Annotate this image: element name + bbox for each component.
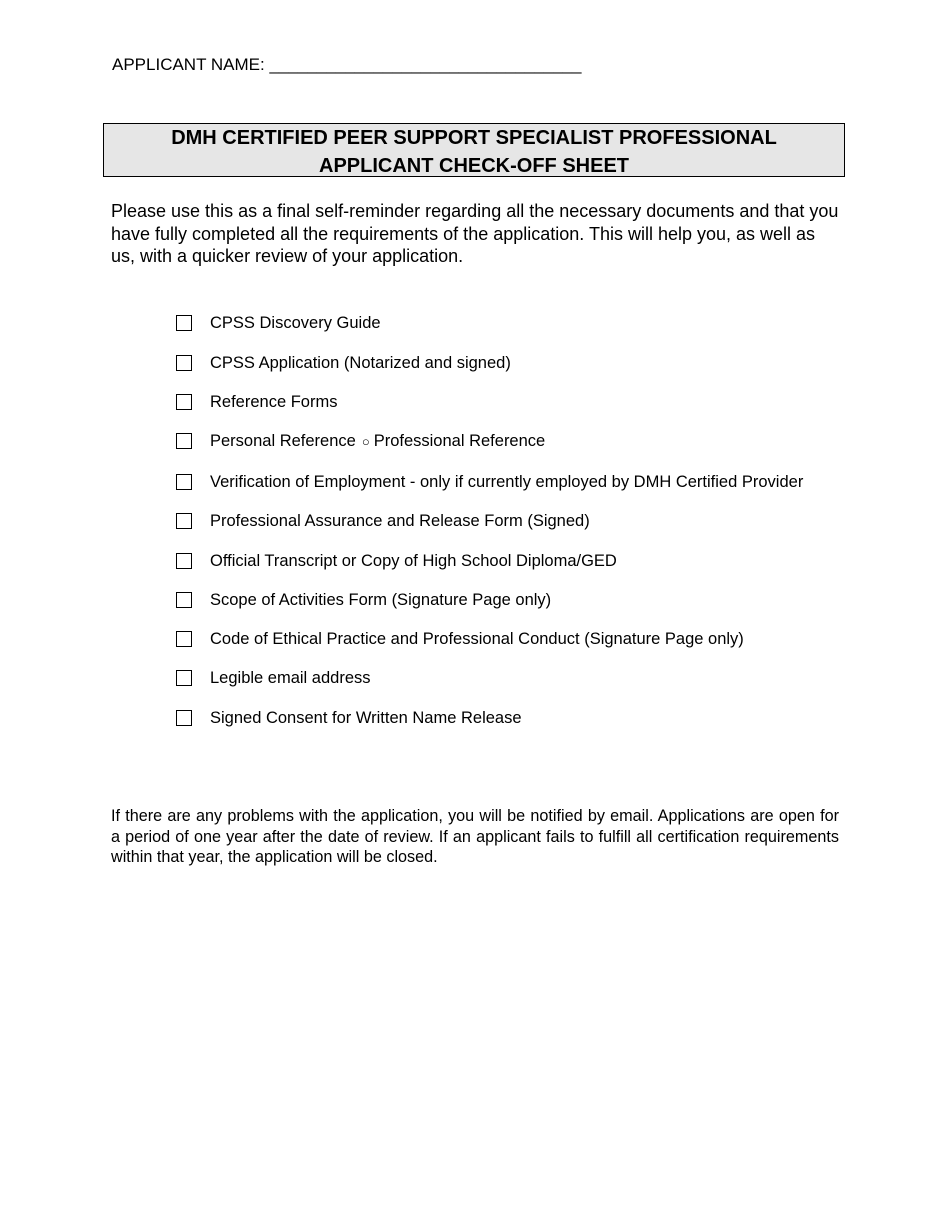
footer-note: If there are any problems with the application, you will be notified by email. Applications are open for a period of one year after the date of review. If an applicant fails to fulfill all certification requirements within that year, the application will be closed.	[111, 807, 839, 866]
checkbox[interactable]	[176, 553, 192, 569]
checklist-item-label: CPSS Application (Notarized and signed)	[210, 354, 511, 372]
checklist-item-label: Signed Consent for Written Name Release	[210, 709, 522, 727]
checkbox[interactable]	[176, 394, 192, 410]
checkbox[interactable]	[176, 592, 192, 608]
checkbox[interactable]	[176, 670, 192, 686]
title-box	[103, 123, 845, 177]
checkbox[interactable]	[176, 710, 192, 726]
checklist-item-label: Scope of Activities Form (Signature Page only)	[210, 591, 552, 609]
checklist-item-label: Legible email address	[210, 669, 371, 687]
checkbox[interactable]	[176, 631, 192, 647]
checklist-item-label	[210, 431, 545, 452]
checklist-item-label: Professional Assurance and Release Form (Signed)	[210, 512, 590, 530]
title-line-2: APPLICANT CHECK-OFF SHEET	[319, 155, 629, 177]
checklist-item-label: Code of Ethical Practice and Professional Conduct (Signature Page only)	[210, 630, 744, 648]
checklist-item-label: Official Transcript or Copy of High School Diploma/GED	[210, 552, 617, 570]
checklist-item-label: Verification of Employment - only if currently employed by DMH Certified Provider	[210, 473, 804, 491]
intro-paragraph: Please use this as a final self-reminder regarding all the necessary documents and that you have fully completed all the requirements of the application. This will help you, as well as us, with a quicker review of your application.	[111, 201, 839, 266]
checklist-item-label: Reference Forms	[210, 393, 338, 411]
radio-circle-icon[interactable]: ○	[361, 434, 370, 449]
checklist-item-label: CPSS Discovery Guide	[210, 314, 381, 332]
checkbox[interactable]	[176, 355, 192, 371]
personal-reference-label: Personal Reference	[210, 432, 356, 450]
applicant-name-line	[112, 55, 581, 75]
professional-reference-label: Professional Reference	[373, 432, 546, 450]
checkbox[interactable]	[176, 433, 192, 449]
applicant-name-label: APPLICANT NAME:	[112, 55, 265, 74]
checkbox[interactable]	[176, 315, 192, 331]
title-line-1: DMH CERTIFIED PEER SUPPORT SPECIALIST PROFESSIONAL	[171, 127, 777, 149]
checkbox[interactable]	[176, 513, 192, 529]
applicant-name-blank[interactable]: _________________________________	[269, 55, 582, 74]
checkbox[interactable]	[176, 474, 192, 490]
